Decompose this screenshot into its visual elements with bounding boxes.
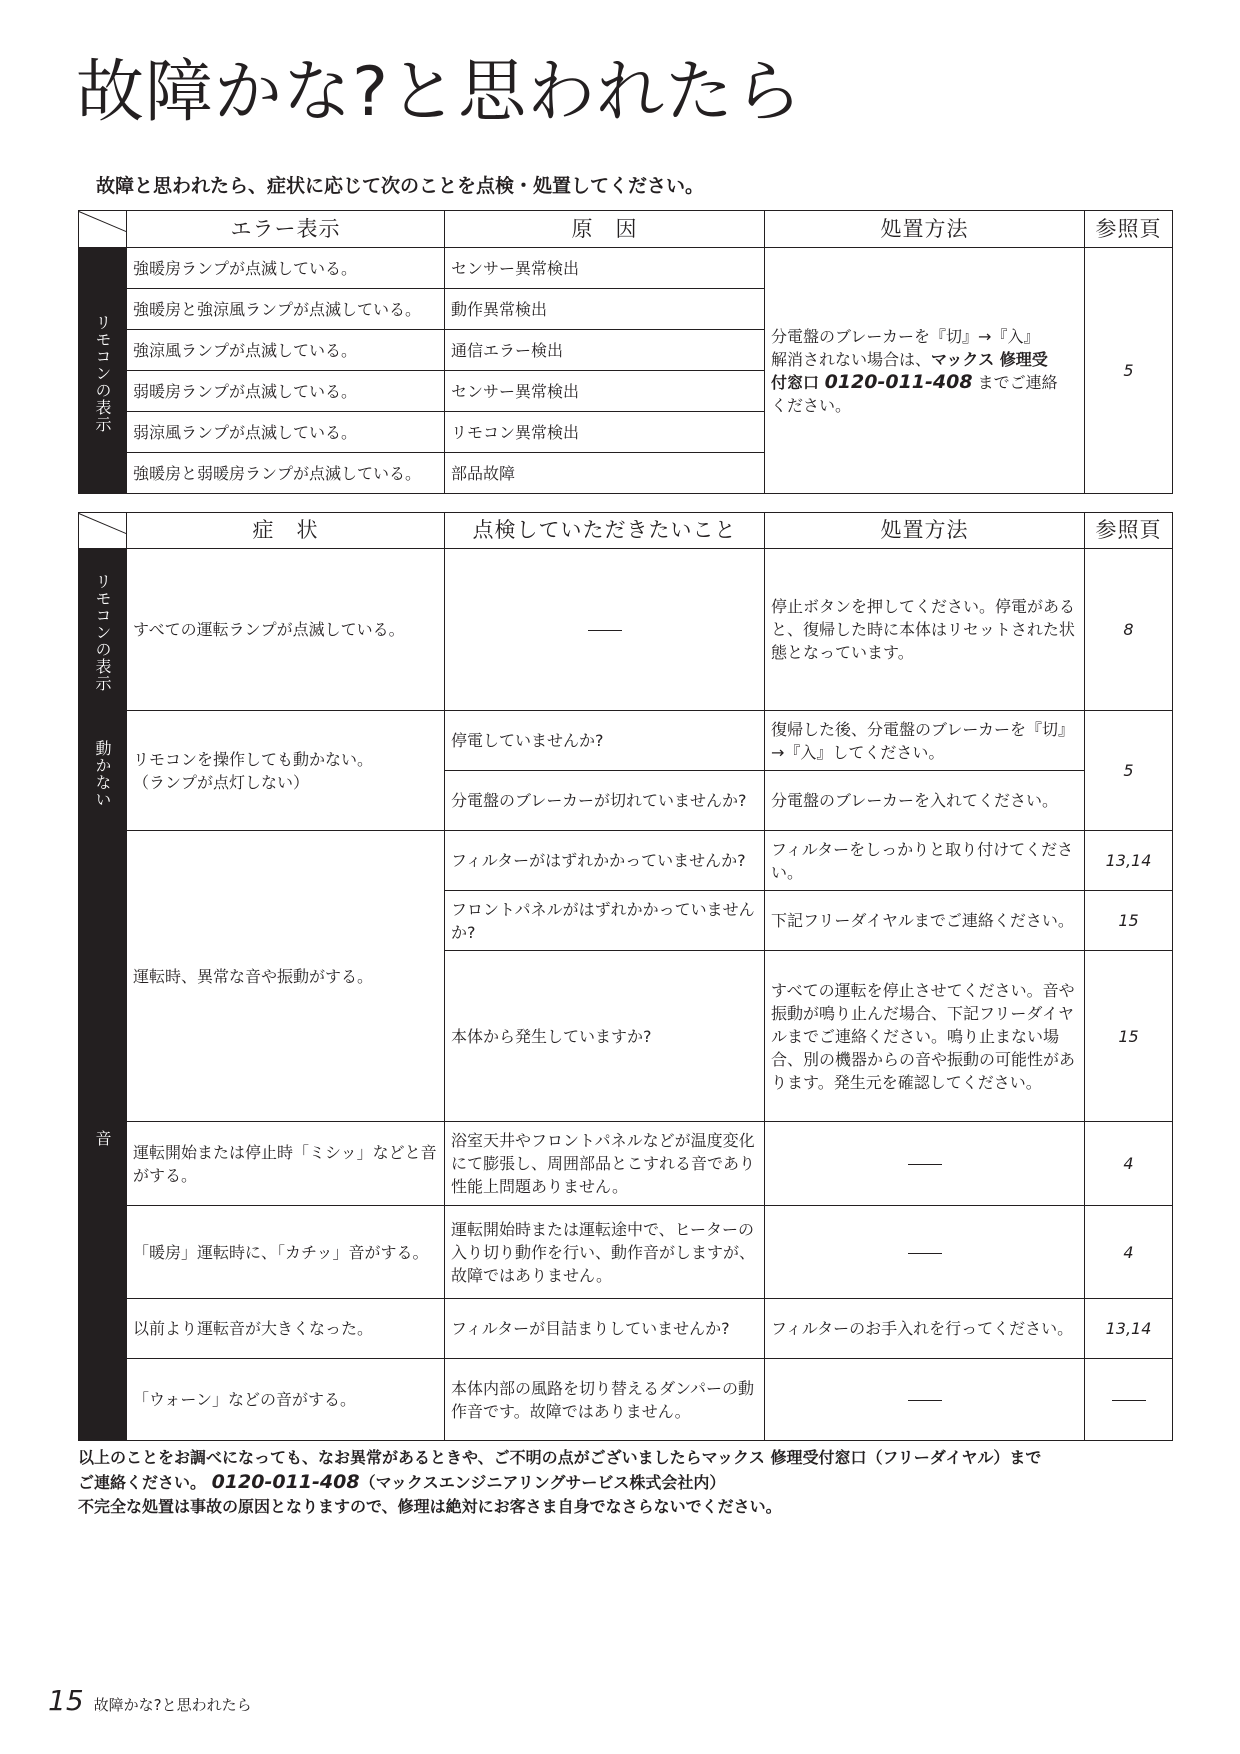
error-display-cell: 強涼風ランプが点滅している。 xyxy=(127,330,445,371)
error-display-cell: 弱涼風ランプが点滅している。 xyxy=(127,412,445,453)
table-row xyxy=(79,248,1173,289)
ref-page: 5 xyxy=(1085,248,1173,494)
header-cause: 原 因 xyxy=(445,211,765,248)
header-ref: 参照頁 xyxy=(1085,513,1173,549)
error-display-cell: 強暖房ランプが点滅している。 xyxy=(127,248,445,289)
check-cell: 本体内部の風路を切り替えるダンパーの動作音です。故障ではありません。 xyxy=(445,1359,765,1441)
phone-number: 0120-011-408 xyxy=(824,370,973,393)
action-cell-empty xyxy=(765,1206,1085,1299)
action-cell: フィルターをしっかりと取り付けてください。 xyxy=(765,831,1085,891)
cause-cell: 動作異常検出 xyxy=(445,289,765,330)
error-table xyxy=(78,210,1173,494)
page-footer-label: 故障かな?と思われたら xyxy=(93,1696,252,1714)
action-cell-empty xyxy=(765,1359,1085,1441)
cause-cell: 通信エラー検出 xyxy=(445,330,765,371)
dash-mark xyxy=(908,1400,942,1401)
table-row xyxy=(79,711,1173,771)
footer-line-2: ご連絡ください。 0120-011-408（マックスエンジニアリングサービス株式会社内） xyxy=(78,1471,726,1493)
corner-cell xyxy=(79,513,127,549)
ref-page: 5 xyxy=(1085,711,1173,831)
action-cell: 復帰した後、分電盤のブレーカーを『切』→『入』してください。 xyxy=(765,711,1085,771)
ref-page: 15 xyxy=(1085,951,1173,1122)
check-cell: 浴室天井やフロントパネルなどが温度変化にて膨張し、周囲部品とこすれる音であり性能上問題ありません。 xyxy=(445,1122,765,1206)
side-label-not-working: 動かない xyxy=(79,711,127,831)
cause-cell: リモコン異常検出 xyxy=(445,412,765,453)
action-cell: フィルターのお手入れを行ってください。 xyxy=(765,1299,1085,1359)
table-row xyxy=(79,1122,1173,1206)
error-table-header xyxy=(79,211,1173,248)
header-error-display: エラー表示 xyxy=(127,211,445,248)
ref-page: 15 xyxy=(1085,891,1173,951)
check-cell: フロントパネルがはずれかかっていませんか? xyxy=(445,891,765,951)
symptom-table xyxy=(78,512,1173,1441)
action-cell: 停止ボタンを押してください。停電があると、復帰した時に本体はリセットされた状態となっています。 xyxy=(765,549,1085,711)
ref-page: 4 xyxy=(1085,1206,1173,1299)
header-action: 処置方法 xyxy=(765,211,1085,248)
page-number: 15 xyxy=(48,1684,84,1717)
symptom-table-header xyxy=(79,513,1173,549)
cause-cell: 部品故障 xyxy=(445,453,765,494)
error-display-cell: 強暖房と弱暖房ランプが点滅している。 xyxy=(127,453,445,494)
dash-mark xyxy=(908,1164,942,1165)
side-label-noise: 音 xyxy=(79,831,127,1441)
error-display-cell: 強暖房と強涼風ランプが点滅している。 xyxy=(127,289,445,330)
symptom-cell: すべての運転ランプが点滅している。 xyxy=(127,549,445,711)
footer-line-1: 以上のことをお調べになっても、なお異常があるときや、ご不明の点がございましたらマックス 修理受付窓口（フリーダイヤル）まで xyxy=(78,1448,1042,1467)
header-check: 点検していただきたいこと xyxy=(445,513,765,549)
symptom-cell: リモコンを操作しても動かない。 （ランプが点灯しない） xyxy=(127,711,445,831)
action-cell: 分電盤のブレーカーを入れてください。 xyxy=(765,771,1085,831)
footer-line-3: 不完全な処置は事故の原因となりますので、修理は絶対にお客さま自身でなさらないでください。 xyxy=(78,1497,782,1516)
ref-page: 8 xyxy=(1085,549,1173,711)
check-cell: フィルターがはずれかかっていませんか? xyxy=(445,831,765,891)
dash-mark xyxy=(908,1253,942,1254)
error-display-cell: 弱暖房ランプが点滅している。 xyxy=(127,371,445,412)
symptom-cell: 運転開始または停止時「ミシッ」などと音がする。 xyxy=(127,1122,445,1206)
symptom-cell: 「ウォーン」などの音がする。 xyxy=(127,1359,445,1441)
ref-page: 13,14 xyxy=(1085,1299,1173,1359)
phone-number: 0120-011-408 xyxy=(211,1471,360,1493)
action-cell: 下記フリーダイヤルまでご連絡ください。 xyxy=(765,891,1085,951)
check-cell: フィルターが目詰まりしていませんか? xyxy=(445,1299,765,1359)
header-symptom: 症 状 xyxy=(127,513,445,549)
symptom-cell: 運転時、異常な音や振動がする。 xyxy=(127,831,445,1122)
side-label-remote-display: リモコンの表示 xyxy=(79,248,127,494)
dash-mark xyxy=(588,630,622,631)
table-row xyxy=(79,1359,1173,1441)
ref-cell-empty xyxy=(1085,1359,1173,1441)
check-cell: 停電していませんか? xyxy=(445,711,765,771)
symptom-cell: 「暖房」運転時に、「カチッ」音がする。 xyxy=(127,1206,445,1299)
action-cell: すべての運転を停止させてください。音や振動が鳴り止んだ場合、下記フリーダイヤルまでご連絡ください。鳴り止まない場合、別の機器からの音や振動の可能性があります。発生元を確認してください。 xyxy=(765,951,1085,1122)
symptom-cell: 以前より運転音が大きくなった。 xyxy=(127,1299,445,1359)
table-row xyxy=(79,1206,1173,1299)
check-cell: 本体から発生していますか? xyxy=(445,951,765,1122)
corner-cell xyxy=(79,211,127,248)
cause-cell: センサー異常検出 xyxy=(445,371,765,412)
action-cell-empty xyxy=(765,1122,1085,1206)
page-footer xyxy=(48,1684,252,1717)
table-row xyxy=(79,1299,1173,1359)
table-row xyxy=(79,831,1173,891)
footer-note xyxy=(78,1446,1178,1519)
action-cell: 分電盤のブレーカーを『切』→『入』 解消されない場合は、マックス 修理受 付窓口 0120-011-408 までご連絡 ください。 xyxy=(765,248,1085,494)
ref-page: 13,14 xyxy=(1085,831,1173,891)
page-title: 故障かな?と思われたら xyxy=(76,53,804,132)
intro-text: 故障と思われたら、症状に応じて次のことを点検・処置してください。 xyxy=(96,175,705,197)
table-row xyxy=(79,549,1173,711)
cause-cell: センサー異常検出 xyxy=(445,248,765,289)
dash-mark xyxy=(1112,1400,1146,1401)
header-action: 処置方法 xyxy=(765,513,1085,549)
check-cell-empty xyxy=(445,549,765,711)
ref-page: 4 xyxy=(1085,1122,1173,1206)
side-label-remote-display: リモコンの表示 xyxy=(79,549,127,711)
header-ref: 参照頁 xyxy=(1085,211,1173,248)
check-cell: 分電盤のブレーカーが切れていませんか? xyxy=(445,771,765,831)
check-cell: 運転開始時または運転途中で、ヒーターの入り切り動作を行い、動作音がしますが、故障ではありません。 xyxy=(445,1206,765,1299)
